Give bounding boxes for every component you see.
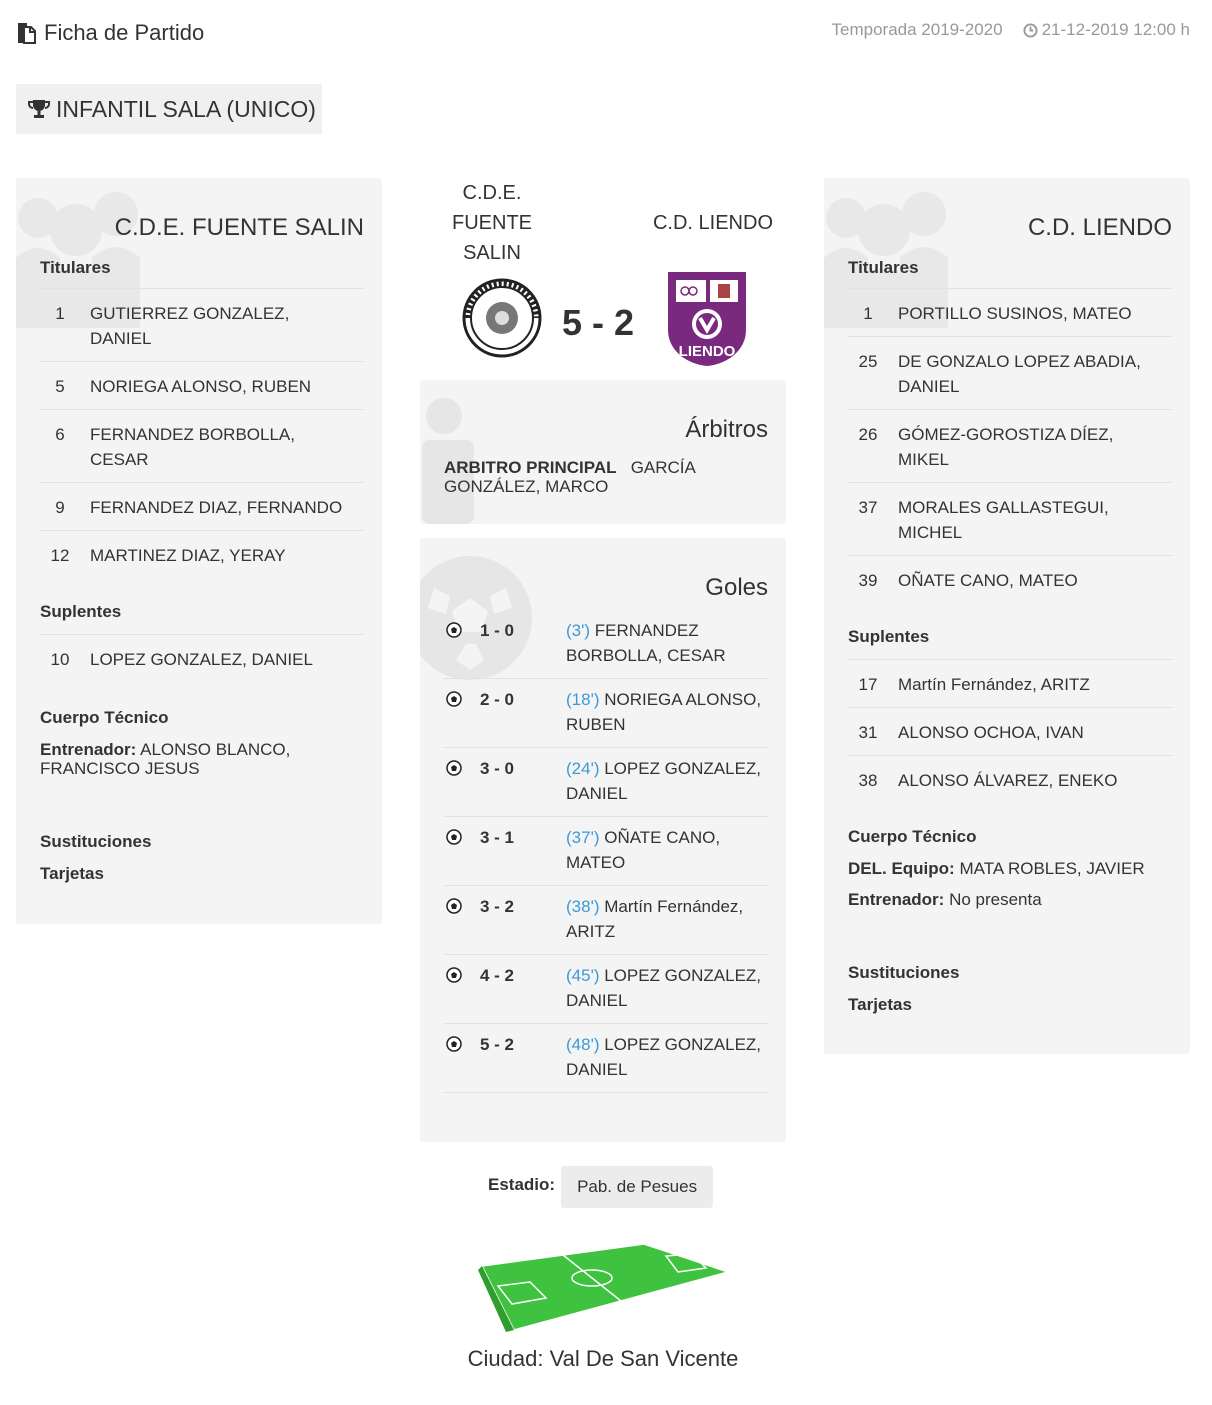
match-score: 5 - 2: [562, 302, 635, 343]
football-pitch-icon: [478, 1242, 730, 1332]
soccer-ball-icon: [444, 756, 480, 806]
away-cards-label: Tarjetas: [848, 995, 912, 1014]
away-suplentes-label: Suplentes: [848, 627, 930, 646]
goal-minute: (48'): [566, 1035, 600, 1054]
referee-name: GARCÍA GONZÁLEZ, MARCO: [444, 458, 695, 496]
goal-detail: [566, 618, 768, 668]
away-team-crest-icon: [666, 270, 748, 368]
player-row: [848, 409, 1172, 482]
home-suplentes-label: Suplentes: [40, 602, 122, 621]
away-titulares-list: [848, 288, 1172, 603]
goal-detail: [566, 825, 768, 875]
away-staff-label: Cuerpo Técnico: [848, 827, 977, 846]
player-row: [40, 288, 364, 361]
player-row: [40, 482, 364, 530]
home-name-line-3: SALIN: [463, 242, 521, 264]
home-suplentes-list: [40, 634, 364, 682]
goal-score: 3 - 0: [480, 759, 515, 778]
competition-name: INFANTIL SALA (UNICO): [56, 95, 316, 122]
player-name: FERNANDEZ BORBOLLA, CESAR: [90, 425, 295, 469]
player-name: NORIEGA ALONSO, RUBEN: [90, 377, 312, 396]
referee-role: ARBITRO PRINCIPAL: [444, 458, 617, 477]
player-name: PORTILLO SUSINOS, MATEO: [898, 304, 1132, 323]
goal-row: [444, 955, 768, 1024]
goal-detail: [566, 756, 768, 806]
player-row: [848, 288, 1172, 336]
goal-scorer: NORIEGA ALONSO, RUBEN: [566, 690, 762, 734]
player-number: 5: [55, 377, 65, 396]
page-title: Ficha de Partido: [44, 20, 205, 45]
stadium-label: Estadio:: [488, 1175, 556, 1194]
player-name: GUTIERREZ GONZALEZ, DANIEL: [90, 304, 290, 348]
home-name-line-2: FUENTE: [452, 212, 532, 234]
player-number: 9: [55, 498, 65, 517]
soccer-ball-icon: [444, 687, 480, 737]
away-subs-label: Sustituciones: [848, 963, 960, 982]
home-team-name: C.D.E. FUENTE SALIN: [114, 214, 364, 241]
player-number: 17: [858, 675, 878, 694]
goals-list: [444, 610, 768, 1093]
home-team-header: [428, 178, 556, 268]
player-number: 39: [858, 571, 878, 590]
goal-scorer: FERNANDEZ BORBOLLA, CESAR: [566, 621, 726, 665]
svg-text:LIENDO: LIENDO: [678, 343, 736, 360]
home-staff-label: Cuerpo Técnico: [40, 708, 169, 727]
goal-row: [444, 817, 768, 886]
player-row: [848, 707, 1172, 755]
goal-scorer: LOPEZ GONZALEZ, DANIEL: [566, 759, 762, 803]
home-team-crest-icon: [462, 278, 542, 358]
referees-panel: [420, 380, 786, 524]
away-staff-list: [848, 859, 1172, 909]
home-team-panel: [16, 178, 382, 924]
staff-entry: [848, 890, 1172, 909]
player-number: 25: [858, 352, 878, 371]
staff-name: No presenta: [949, 890, 1042, 909]
goal-score: 1 - 0: [480, 621, 515, 640]
player-name: MARTINEZ DIAZ, YERAY: [90, 546, 286, 565]
goal-scorer: OÑATE CANO, MATEO: [566, 828, 721, 872]
goal-minute: (45'): [566, 966, 600, 985]
staff-name: MATA ROBLES, JAVIER: [959, 859, 1145, 878]
staff-role: DEL. Equipo:: [848, 859, 955, 878]
goals-panel: [420, 538, 786, 1142]
goal-detail: [566, 687, 768, 737]
player-row: [40, 409, 364, 482]
stadium-row: [488, 1166, 713, 1208]
player-number: 1: [863, 304, 873, 323]
goal-minute: (24'): [566, 759, 600, 778]
goal-score: 4 - 2: [480, 966, 515, 985]
staff-role: Entrenador:: [40, 740, 137, 759]
away-team-panel: [824, 178, 1190, 1054]
player-row: [848, 755, 1172, 803]
clock-icon: [1023, 23, 1038, 38]
home-staff-list: [40, 740, 364, 778]
player-name: LOPEZ GONZALEZ, DANIEL: [90, 650, 313, 669]
player-row: [848, 555, 1172, 603]
trophy-icon: [28, 98, 50, 120]
page-header: [16, 20, 204, 46]
player-row: [848, 659, 1172, 707]
player-row: [848, 336, 1172, 409]
goal-row: [444, 748, 768, 817]
away-team-name: C.D. LIENDO: [1027, 214, 1172, 241]
player-name: MORALES GALLASTEGUI, MICHEL: [898, 498, 1109, 542]
goal-minute: (18'): [566, 690, 600, 709]
player-number: 6: [55, 425, 65, 444]
goal-minute: (38'): [566, 897, 600, 916]
home-titulares-list: [40, 288, 364, 578]
player-number: 12: [50, 546, 70, 565]
player-row: [848, 482, 1172, 555]
player-number: 38: [858, 771, 878, 790]
soccer-ball-icon: [444, 963, 480, 1013]
soccer-ball-icon: [444, 1032, 480, 1082]
goal-row: [444, 679, 768, 748]
player-name: Martín Fernández, ARITZ: [898, 675, 1090, 694]
goal-minute: (3'): [566, 621, 591, 640]
soccer-ball-icon: [444, 894, 480, 944]
player-number: 31: [858, 723, 878, 742]
goal-minute: (37'): [566, 828, 600, 847]
player-row: [40, 634, 364, 682]
document-copy-icon: [16, 21, 38, 45]
home-name-line-1: C.D.E.: [462, 182, 522, 204]
goal-scorer: LOPEZ GONZALEZ, DANIEL: [566, 1035, 762, 1079]
staff-entry: [40, 740, 364, 778]
header-meta: [832, 20, 1190, 40]
player-row: [40, 530, 364, 578]
stadium-name-badge: Pab. de Pesues: [561, 1166, 713, 1208]
competition-badge: [16, 84, 322, 134]
goal-scorer: Martín Fernández, ARITZ: [566, 897, 744, 941]
away-suplentes-list: [848, 659, 1172, 803]
goal-score: 3 - 1: [480, 828, 515, 847]
staff-entry: [848, 859, 1172, 878]
home-titulares-label: Titulares: [40, 258, 111, 277]
away-titulares-label: Titulares: [848, 258, 919, 277]
home-subs-label: Sustituciones: [40, 832, 152, 851]
goal-row: [444, 610, 768, 679]
staff-role: Entrenador:: [848, 890, 945, 909]
datetime-text: 21-12-2019 12:00 h: [1041, 20, 1190, 39]
player-name: OÑATE CANO, MATEO: [898, 571, 1078, 590]
match-datetime: [1023, 20, 1190, 40]
goal-score: 2 - 0: [480, 690, 515, 709]
goal-score: 5 - 2: [480, 1035, 515, 1054]
player-name: FERNANDEZ DIAZ, FERNANDO: [90, 498, 343, 517]
goal-row: [444, 886, 768, 955]
player-name: ALONSO OCHOA, IVAN: [898, 723, 1084, 742]
referees-title: Árbitros: [685, 416, 768, 443]
home-cards-label: Tarjetas: [40, 864, 104, 883]
goal-scorer: LOPEZ GONZALEZ, DANIEL: [566, 966, 762, 1010]
player-name: DE GONZALO LOPEZ ABADIA, DANIEL: [898, 352, 1141, 396]
goal-detail: [566, 894, 768, 944]
player-name: ALONSO ÁLVAREZ, ENEKO: [898, 771, 1118, 790]
soccer-ball-icon: [444, 825, 480, 875]
player-number: 10: [50, 650, 70, 669]
away-team-header: C.D. LIENDO: [652, 212, 774, 234]
stadium-city: Ciudad: Val De San Vicente: [467, 1346, 739, 1371]
goal-detail: [566, 1032, 768, 1082]
goal-row: [444, 1024, 768, 1093]
soccer-ball-icon: [444, 618, 480, 668]
season-label: Temporada 2019-2020: [831, 20, 1003, 39]
goal-detail: [566, 963, 768, 1013]
player-number: 1: [55, 304, 65, 323]
player-name: GÓMEZ-GOROSTIZA DÍEZ, MIKEL: [898, 425, 1114, 469]
referee-entry: [444, 458, 768, 496]
goal-score: 3 - 2: [480, 897, 515, 916]
player-number: 37: [858, 498, 878, 517]
goals-title: Goles: [705, 574, 768, 601]
player-number: 26: [858, 425, 878, 444]
player-row: [40, 361, 364, 409]
staff-name: ALONSO BLANCO, FRANCISCO JESUS: [40, 740, 291, 778]
